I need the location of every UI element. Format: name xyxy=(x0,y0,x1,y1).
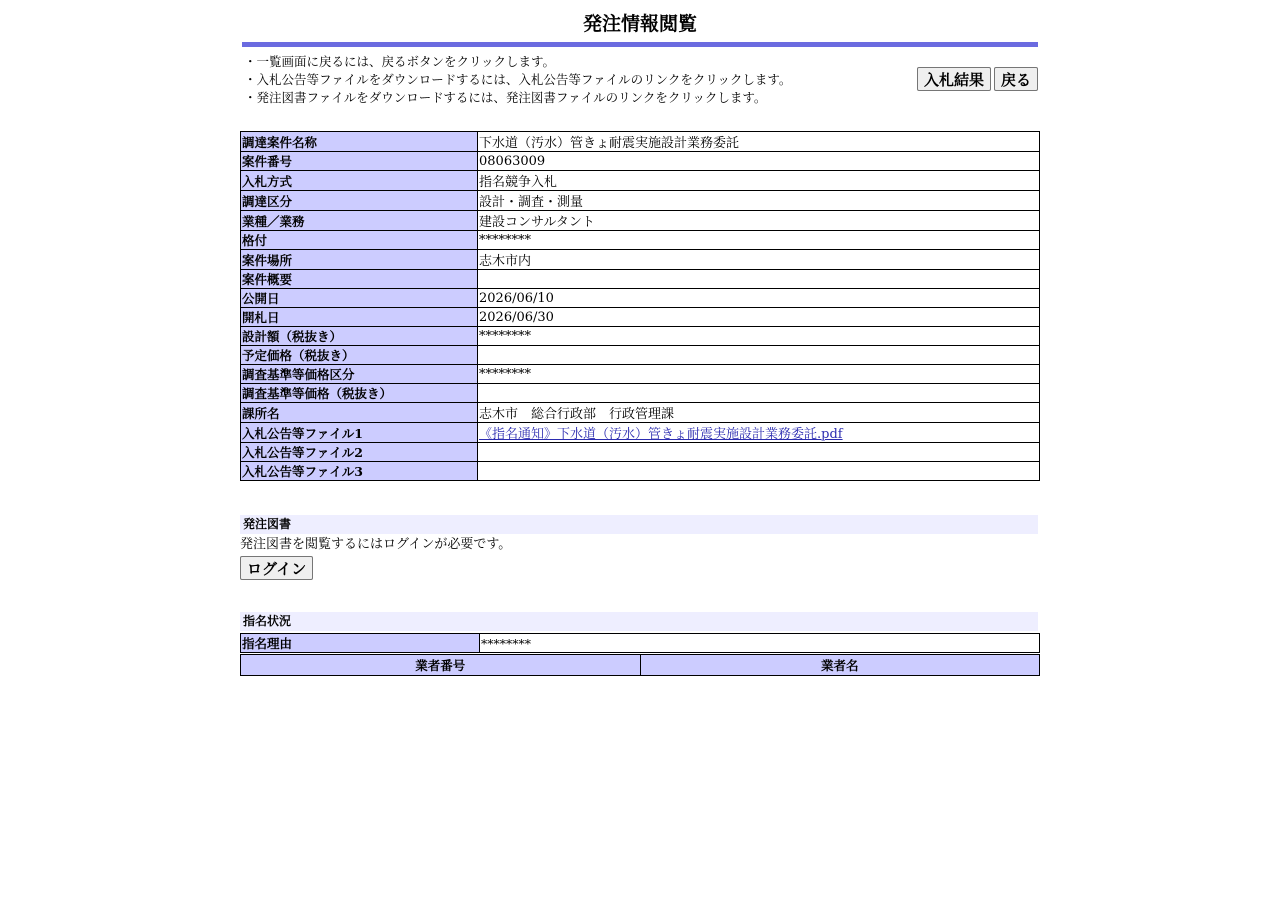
info-value: 下水道（汚水）管きょ耐震実施設計業務委託 xyxy=(478,132,1040,152)
info-label: 調査基準等価格（税抜き） xyxy=(241,384,478,403)
table-row xyxy=(241,634,1040,653)
info-label: 案件番号 xyxy=(241,152,478,171)
info-label: 公開日 xyxy=(241,289,478,308)
table-row xyxy=(241,231,1040,250)
instruction-line: ・一覧画面に戻るには、戻るボタンをクリックします。 xyxy=(244,54,556,69)
instructions xyxy=(244,53,791,107)
table-row xyxy=(241,423,1040,443)
info-value: 建設コンサルタント xyxy=(478,211,1040,231)
info-value: ******** xyxy=(478,231,1040,250)
vendor-table xyxy=(240,654,1040,676)
info-label: 案件概要 xyxy=(241,270,478,289)
vendor-table-header xyxy=(241,655,1040,676)
info-value: 指名競争入札 xyxy=(478,171,1040,191)
info-value: 志木市内 xyxy=(478,250,1040,270)
table-row xyxy=(241,384,1040,403)
table-row xyxy=(241,403,1040,423)
info-label: 課所名 xyxy=(241,403,478,423)
table-row xyxy=(241,270,1040,289)
info-value xyxy=(478,423,1040,443)
order-docs-heading: 発注図書 xyxy=(240,515,1038,534)
table-row xyxy=(241,152,1040,171)
instruction-line: ・発注図書ファイルをダウンロードするには、発注図書ファイルのリンクをクリックします。 xyxy=(244,90,767,105)
info-label: 設計額（税抜き） xyxy=(241,327,478,346)
info-value: 2026/06/30 xyxy=(478,308,1040,327)
table-row xyxy=(241,289,1040,308)
table-row xyxy=(241,327,1040,346)
info-label: 調達区分 xyxy=(241,191,478,211)
info-value xyxy=(478,443,1040,462)
page-title: 発注情報閲覧 xyxy=(582,13,697,35)
login-required-note: 発注図書を閲覧するにはログインが必要です。 xyxy=(240,537,512,552)
info-label: 予定価格（税抜き） xyxy=(241,346,478,365)
info-value xyxy=(478,384,1040,403)
info-label: 調査基準等価格区分 xyxy=(241,365,478,384)
vendor-number-header: 業者番号 xyxy=(241,655,641,676)
table-row xyxy=(241,211,1040,231)
table-row xyxy=(241,443,1040,462)
nomination-reason-value: ******** xyxy=(480,634,1040,653)
info-label: 入札公告等ファイル3 xyxy=(241,462,478,481)
nomination-reason-table xyxy=(240,633,1040,653)
page-container xyxy=(240,0,1040,676)
nomination-reason-label: 指名理由 xyxy=(241,634,480,653)
info-label: 開札日 xyxy=(241,308,478,327)
info-value xyxy=(478,346,1040,365)
table-row xyxy=(241,308,1040,327)
nomination-heading: 指名状況 xyxy=(240,612,1038,631)
info-label: 入札公告等ファイル1 xyxy=(241,423,478,443)
top-button-group xyxy=(917,67,1038,91)
info-value: 2026/06/10 xyxy=(478,289,1040,308)
info-value: 08063009 xyxy=(478,152,1040,171)
info-value xyxy=(478,270,1040,289)
table-row xyxy=(241,365,1040,384)
info-label: 業種／業務 xyxy=(241,211,478,231)
info-value xyxy=(478,462,1040,481)
instruction-line: ・入札公告等ファイルをダウンロードするには、入札公告等ファイルのリンクをクリックします。 xyxy=(244,72,792,87)
info-label: 格付 xyxy=(241,231,478,250)
info-value: ******** xyxy=(478,365,1040,384)
info-label: 調達案件名称 xyxy=(241,132,478,152)
table-row xyxy=(241,462,1040,481)
notice-file-link[interactable]: 《指名通知》下水道（汚水）管きょ耐震実施設計業務委託.pdf xyxy=(479,427,843,442)
info-label: 案件場所 xyxy=(241,250,478,270)
procurement-info-table xyxy=(240,131,1040,481)
table-row xyxy=(241,132,1040,152)
info-value: 志木市 総合行政部 行政管理課 xyxy=(478,403,1040,423)
login-button[interactable]: ログイン xyxy=(240,556,313,580)
table-row xyxy=(241,346,1040,365)
info-value: 設計・調査・測量 xyxy=(478,191,1040,211)
table-row xyxy=(241,191,1040,211)
vendor-name-header: 業者名 xyxy=(640,655,1040,676)
bid-result-button[interactable]: 入札結果 xyxy=(917,67,991,91)
back-button[interactable]: 戻る xyxy=(994,67,1038,91)
table-row xyxy=(241,250,1040,270)
info-value: ******** xyxy=(478,327,1040,346)
instructions-area xyxy=(240,47,1040,131)
info-label: 入札公告等ファイル2 xyxy=(241,443,478,462)
table-row xyxy=(241,171,1040,191)
info-label: 入札方式 xyxy=(241,171,478,191)
